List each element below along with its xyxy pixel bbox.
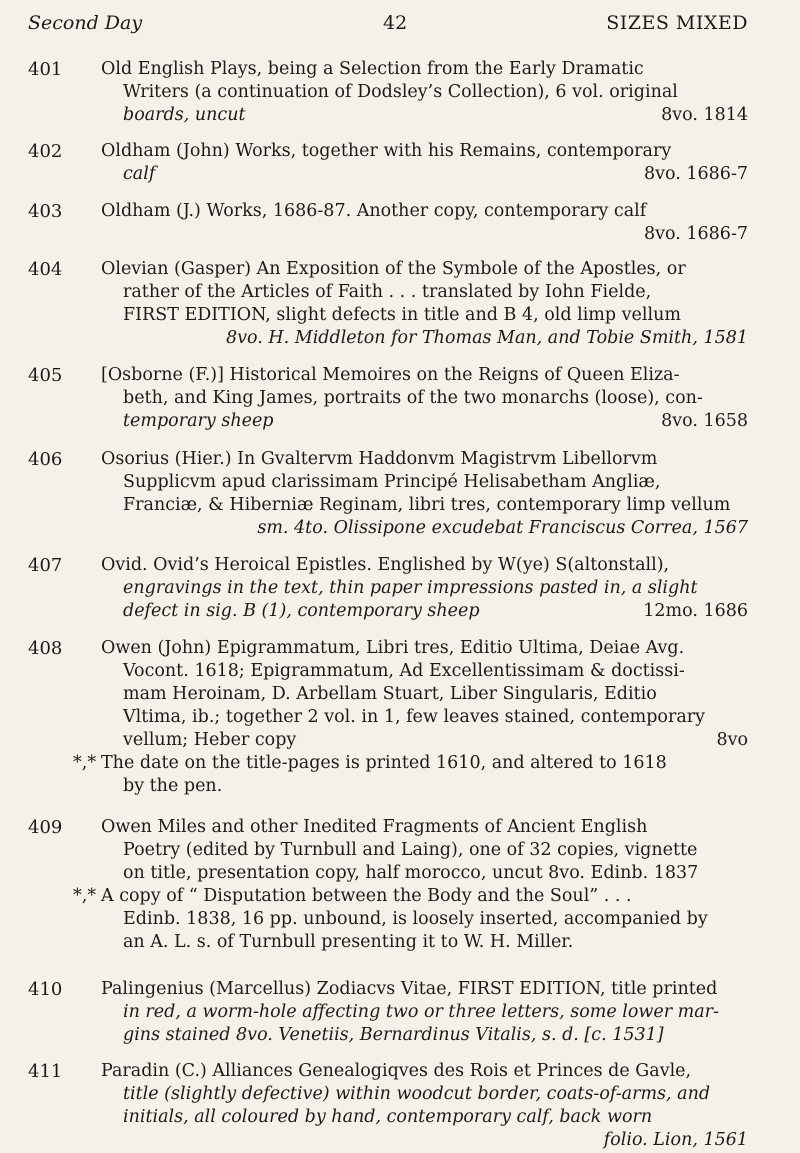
description-line: initials, all coloured by hand, contemporary calf, back worn: [123, 1107, 653, 1127]
lot-description: [101, 637, 748, 752]
lot-entry-406: [28, 448, 748, 540]
lot-description: [101, 1060, 748, 1152]
description-line: mam Heroinam, D. Arbellam Stuart, Liber Singularis, Editio: [123, 684, 657, 704]
lot-description: [101, 258, 748, 350]
description-line: 8vo. 1658: [661, 411, 748, 431]
lot-number: 404: [28, 259, 63, 280]
note-line: by the pen.: [123, 776, 223, 796]
lot-number: 402: [28, 141, 63, 162]
lot-number: 401: [28, 59, 63, 80]
description-line: Vocont. 1618; Epigrammatum, Ad Excellentissimam & doctissi-: [123, 661, 685, 681]
lot-note-409: [28, 885, 748, 954]
lot-entry-408: [28, 637, 748, 752]
description-line: Vltima, ib.; together 2 vol. in 1, few leaves stained, contemporary: [123, 707, 706, 727]
description-line: Ovid. Ovid’s Heroical Epistles. Englished by W(ye) S(altonstall),: [101, 555, 670, 575]
lot-entry-401: [28, 58, 748, 127]
lot-note-408: [28, 752, 748, 798]
lot-entry-409: [28, 816, 748, 885]
lot-description: [101, 58, 748, 127]
description-line: Osorius (Hier.) In Gvaltervm Haddonvm Magistrvm Libellorvm: [101, 449, 658, 469]
description-line: temporary sheep: [123, 411, 274, 431]
lot-description: [101, 554, 748, 623]
description-line: 8vo: [716, 730, 748, 750]
description-line: FIRST EDITION, slight defects in title and B 4, old limp vellum: [123, 305, 681, 325]
description-line: sm. 4to. Olissipone excudebat Franciscus Correa, 1567: [257, 518, 748, 538]
description-line: 8vo. H. Middleton for Thomas Man, and Tobie Smith, 1581: [226, 328, 748, 348]
description-line: 8vo. 1814: [661, 105, 748, 125]
running-head: [28, 10, 748, 36]
running-head-section: SIZES MIXED: [606, 12, 748, 34]
description-line: defect in sig. B (1), contemporary sheep: [123, 601, 480, 621]
description-line: Old English Plays, being a Selection from the Early Dramatic: [101, 59, 644, 79]
description-line: Oldham (J.) Works, 1686-87. Another copy, contemporary calf: [101, 201, 647, 221]
lot-entry-403: [28, 200, 748, 246]
description-line: Palingenius (Marcellus) Zodiacvs Vitae, FIRST EDITION, title printed: [101, 979, 718, 999]
description-line: Supplicvm apud clarissimam Principé Helisabetham Angliæ,: [123, 472, 661, 492]
lot-entry-407: [28, 554, 748, 623]
lot-entry-411: [28, 1060, 748, 1152]
description-line: Paradin (C.) Alliances Genealogiqves des Rois et Princes de Gavle,: [101, 1061, 692, 1081]
lot-description: [101, 140, 748, 186]
description-line: title (slightly defective) within woodcut border, coats-of-arms, and: [123, 1084, 711, 1104]
note-asterism: *,*: [73, 886, 97, 906]
note-line: A copy of “ Disputation between the Body and the Soul” . . .: [101, 886, 632, 906]
description-line: Poetry (edited by Turnbull and Laing), one of 32 copies, vignette: [123, 840, 698, 860]
lot-number: 405: [28, 365, 63, 386]
description-line: Writers (a continuation of Dodsley’s Collection), 6 vol. original: [123, 82, 678, 102]
description-line: 8vo. 1686-7: [644, 164, 748, 184]
description-line: gins stained 8vo. Venetiis, Bernardinus Vitalis, s. d. [c. 1531]: [123, 1025, 664, 1045]
note-line: Edinb. 1838, 16 pp. unbound, is loosely inserted, accompanied by: [123, 909, 708, 929]
description-line: 12mo. 1686: [643, 601, 748, 621]
description-line: Oldham (John) Works, together with his Remains, contemporary: [101, 141, 672, 161]
note-line: The date on the title-pages is printed 1610, and altered to 1618: [101, 753, 667, 773]
note-asterism: *,*: [73, 753, 97, 773]
description-line: in red, a worm-hole affecting two or three letters, some lower mar-: [123, 1002, 719, 1022]
lot-number: 403: [28, 201, 63, 222]
lot-description: [101, 448, 748, 540]
lot-entry-404: [28, 258, 748, 350]
note-line: an A. L. s. of Turnbull presenting it to W. H. Miller.: [123, 932, 574, 952]
lot-number: 411: [28, 1061, 63, 1082]
lot-number: 410: [28, 979, 63, 1000]
lot-description: [101, 200, 748, 246]
running-head-day: Second Day: [28, 12, 143, 34]
description-line: 8vo. 1686-7: [644, 224, 748, 244]
lot-number: 407: [28, 555, 63, 576]
lot-entry-402: [28, 140, 748, 186]
lot-entry-405: [28, 364, 748, 433]
page-number: 42: [383, 12, 408, 34]
lot-description: [101, 816, 748, 885]
description-line: folio. Lion, 1561: [603, 1130, 748, 1150]
description-line: Owen Miles and other Inedited Fragments of Ancient English: [101, 817, 648, 837]
lot-description: [101, 364, 748, 433]
description-line: rather of the Articles of Faith . . . translated by Iohn Fielde,: [123, 282, 652, 302]
description-line: [Osborne (F.)] Historical Memoires on the Reigns of Queen Eliza-: [101, 365, 680, 385]
description-line: Franciæ, & Hiberniæ Reginam, libri tres, contemporary limp vellum: [123, 495, 731, 515]
lot-number: 406: [28, 449, 63, 470]
lot-entry-410: [28, 978, 748, 1047]
description-line: boards, uncut: [123, 105, 246, 125]
description-line: engravings in the text, thin paper impressions pasted in, a slight: [123, 578, 698, 598]
description-line: Olevian (Gasper) An Exposition of the Symbole of the Apostles, or: [101, 259, 686, 279]
description-line: on title, presentation copy, half morocco, uncut 8vo. Edinb. 1837: [123, 863, 699, 883]
description-line: calf: [123, 164, 156, 184]
description-line: Owen (John) Epigrammatum, Libri tres, Editio Ultima, Deiae Avg.: [101, 638, 685, 658]
lot-number: 409: [28, 817, 63, 838]
description-line: vellum; Heber copy: [123, 730, 297, 750]
lot-number: 408: [28, 638, 63, 659]
description-line: beth, and King James, portraits of the two monarchs (loose), con-: [123, 388, 703, 408]
lot-description: [101, 978, 748, 1047]
